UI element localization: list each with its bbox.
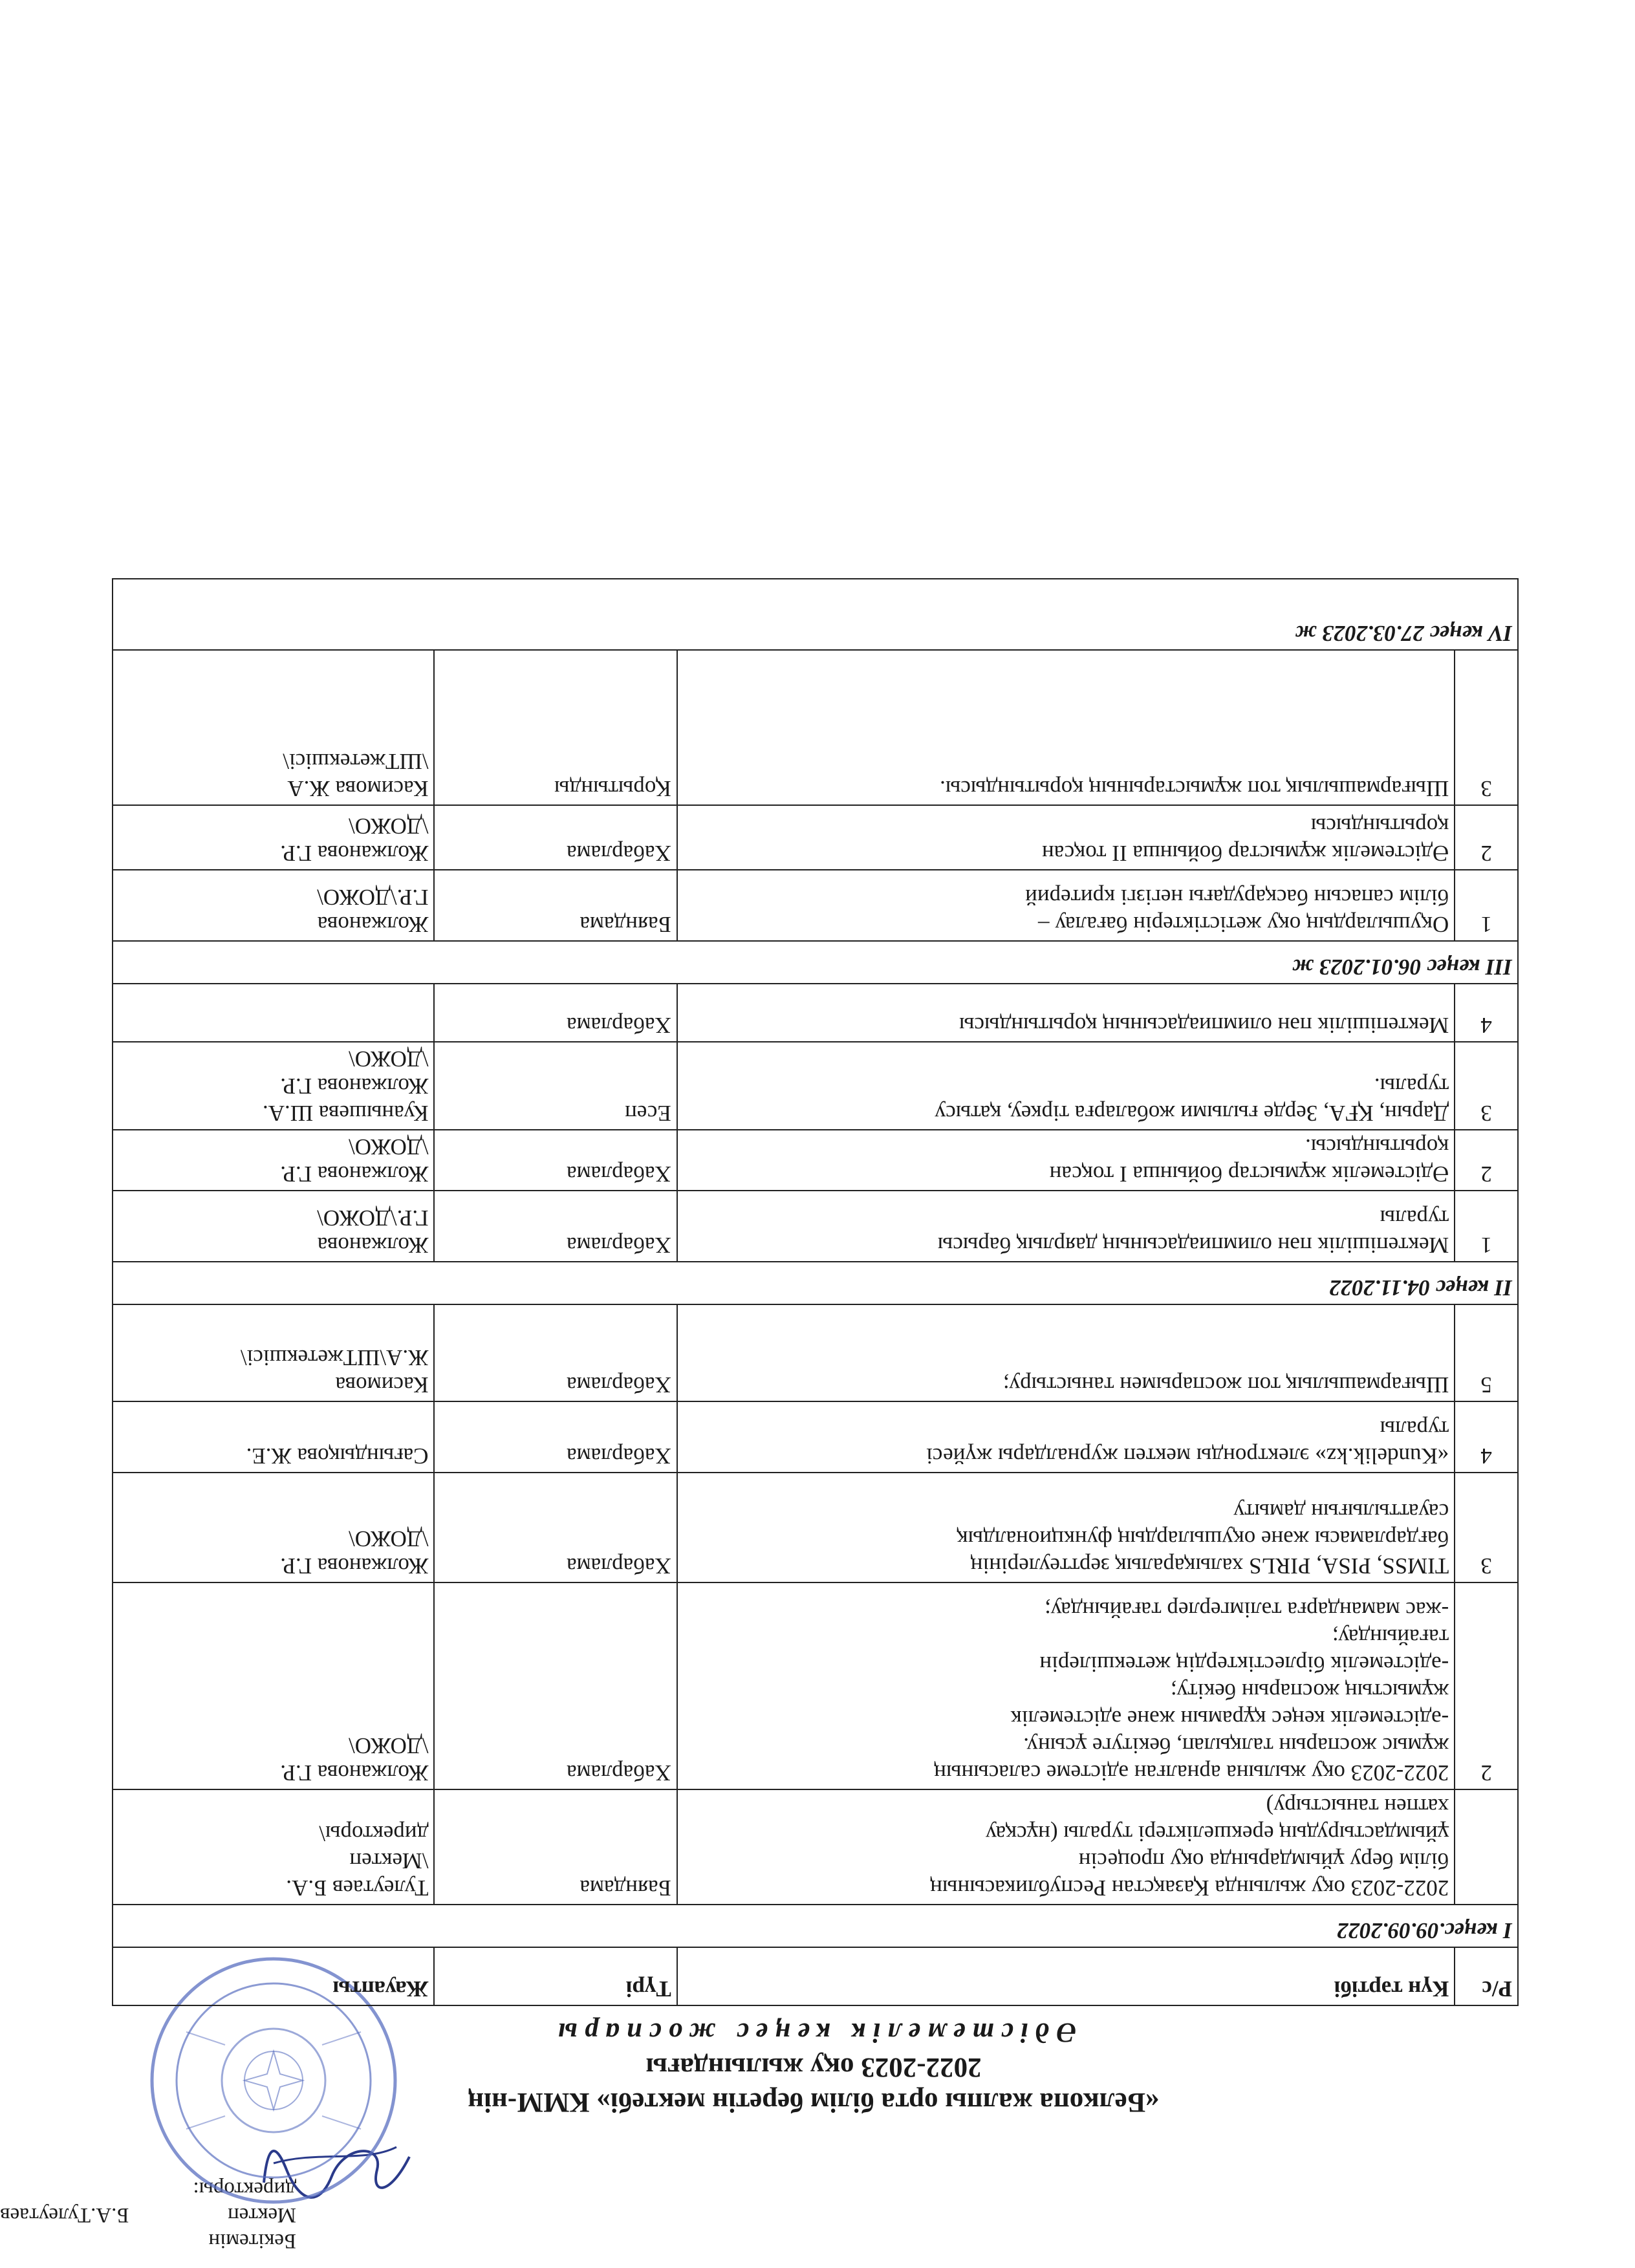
responsible-line: Тулеутаев Б.А. [286, 1875, 429, 1901]
topic-line: Мектепішілік пән олимпиадасының қорытындысы [958, 1013, 1449, 1038]
table-row [113, 1582, 1518, 1789]
row-responsible [113, 1582, 434, 1789]
responsible-line: \ДОЖО\ [348, 1134, 429, 1160]
table-row [113, 1304, 1518, 1401]
responsible-line: Жолжанова Г.Р. [280, 1760, 429, 1786]
col-header-no: Р/с [1455, 1947, 1518, 2005]
row-number: 3 [1455, 1042, 1518, 1130]
responsible-line: Ж.А\ШТжетекшісі\ [240, 1345, 429, 1370]
topic-line: 2022-2023 оқу жылына арналған әдістеме саласының [934, 1760, 1449, 1786]
topic-line: Оқушылардың оқу жетістіктерін бағалау – [1038, 912, 1449, 937]
row-topic [677, 1789, 1455, 1905]
topic-line: жұмыс жоспарын талқылап, бекітуге ұсыну. [1023, 1733, 1449, 1758]
topic-line: -әдістемелік бірлестіктердің жетекшілерін [1039, 1652, 1449, 1677]
topic-line: сауаттылығын дамыту [1233, 1499, 1449, 1524]
topic-line: -жас мамандарға тәлімгерлер тағайындау; [1045, 1597, 1449, 1623]
row-number: 1 [1455, 870, 1518, 941]
section-header-row [113, 1905, 1518, 1947]
topic-line: білім сапасын басқарудағы негізгі критерий [1025, 885, 1449, 910]
responsible-line: \ДОЖО\ [348, 814, 429, 839]
responsible-line: \ШТжетекшісі\ [283, 749, 429, 774]
row-type: Баяндама [434, 1789, 677, 1905]
row-responsible [113, 1130, 434, 1191]
topic-line: туралы [1380, 1416, 1449, 1442]
row-responsible [113, 1304, 434, 1401]
row-number: 4 [1455, 984, 1518, 1042]
row-responsible [113, 1191, 434, 1262]
row-topic [677, 650, 1455, 805]
section-title: ІІ кеңес 04.11.2022 [113, 1262, 1518, 1304]
responsible-line: Куанышева Ш.А. [263, 1101, 429, 1126]
topic-line: жұмыстың жоспарын бекіту; [1170, 1679, 1449, 1704]
row-type: Хабарлама [434, 1130, 677, 1191]
row-type: Хабарлама [434, 805, 677, 870]
row-number: 5 [1455, 1304, 1518, 1401]
table-row [113, 1130, 1518, 1191]
row-topic [677, 1401, 1455, 1473]
table-row [113, 650, 1518, 805]
row-responsible [113, 1042, 434, 1130]
responsible-line: Жолжанова Г.Р. [280, 1553, 429, 1579]
responsible-line: \Мектеп [349, 1848, 429, 1874]
table-row [113, 1401, 1518, 1473]
section-header-row [113, 1262, 1518, 1304]
row-type: Хабарлама [434, 1304, 677, 1401]
topic-line: хатпен таныстыру) [1266, 1794, 1449, 1819]
topic-line: қорытындысы. [1305, 1134, 1449, 1160]
responsible-line: Жолжанова Г.Р. [280, 1074, 429, 1099]
topic-line: Мектепішілік пән олимпиадасының даярлық барысы [937, 1233, 1449, 1258]
row-type: Хабарлама [434, 1401, 677, 1473]
row-topic [677, 1191, 1455, 1262]
row-responsible [113, 1473, 434, 1582]
row-number: 4 [1455, 1401, 1518, 1473]
row-type: Қорытынды [434, 650, 677, 805]
row-type: Хабарлама [434, 1582, 677, 1789]
approval-label: Бекітемін [208, 2229, 296, 2252]
row-responsible [113, 650, 434, 805]
row-topic [677, 870, 1455, 941]
row-topic [677, 1473, 1455, 1582]
topic-line: туралы [1380, 1205, 1449, 1231]
table-row [113, 805, 1518, 870]
row-responsible [113, 984, 434, 1042]
responsible-line: Г.Р.\ДОЖО\ [317, 885, 429, 910]
section-header-row [113, 579, 1518, 650]
topic-line: TIMSS, PISA, PIRLS халықаралық зерттеулерінің [970, 1553, 1449, 1579]
table-body [113, 579, 1518, 1947]
row-topic [677, 805, 1455, 870]
header-line-3: Әдістемелік кеңес жоспары [550, 2017, 1077, 2047]
row-number: 2 [1455, 1582, 1518, 1789]
row-number: 3 [1455, 1473, 1518, 1582]
col-header-topic: Күн тәртібі [677, 1947, 1455, 2005]
row-number: 3 [1455, 650, 1518, 805]
header-line-1: «Белкопа жалпы орта білім беретін мектебі» КММ-нің [468, 2087, 1160, 2117]
row-number: 2 [1455, 805, 1518, 870]
responsible-line: Касимова Ж.А [287, 776, 429, 801]
row-type: Хабарлама [434, 1473, 677, 1582]
topic-line: ұйымдастырудың ерекшеліктері туралы (нұсқау [985, 1821, 1449, 1846]
section-header-row [113, 941, 1518, 984]
row-responsible [113, 1789, 434, 1905]
topic-line: бағдарламасы және оқушылардың функционалдық [957, 1526, 1449, 1551]
responsible-line: Жолжанова [317, 1233, 429, 1258]
table-header-row [113, 1947, 1518, 2005]
topic-line: білім беру ұйымдарында оқу процесін [1078, 1848, 1449, 1874]
row-type: Хабарлама [434, 984, 677, 1042]
responsible-line: Жолжанова [317, 912, 429, 937]
responsible-line: Жолжанова Г.Р. [280, 1161, 429, 1187]
responsible-line: Г.Р.\ДОЖО\ [317, 1205, 429, 1231]
topic-line: Әдістемелік жұмыстар бойынша І тоқсан [1049, 1161, 1449, 1187]
row-type: Баяндама [434, 870, 677, 941]
row-topic [677, 1042, 1455, 1130]
document-header [109, 2014, 1519, 2119]
responsible-line: \ДОЖО\ [348, 1733, 429, 1758]
table-row [113, 1042, 1518, 1130]
topic-line: туралы. [1374, 1074, 1449, 1099]
table-row [113, 984, 1518, 1042]
table-row [113, 870, 1518, 941]
section-title: ІІІ кеңес 06.01.2023 ж [113, 941, 1518, 984]
row-number: 2 [1455, 1130, 1518, 1191]
topic-line: «Kundelik.kz» электронды мектеп журналдары жүйесі [926, 1443, 1449, 1469]
header-line-2: 2022-2023 оқу жылындағы [645, 2052, 982, 2082]
section-title: IV кеңес 27.03.2023 ж [113, 579, 1518, 650]
section-title: І кеңес.09.09.2022 [113, 1905, 1518, 1947]
topic-line: Әдістемелік жұмыстар бойынша ІІ тоқсан [1041, 841, 1449, 866]
table-row [113, 1789, 1518, 1905]
topic-line: -әдістемелік кеңес құрамын және әдістемелік [1010, 1706, 1449, 1731]
row-number: 1 [1455, 1191, 1518, 1262]
approval-position: Мектеп директоры: [193, 2177, 296, 2227]
responsible-line: Сағындықова Ж.Е. [246, 1443, 429, 1469]
responsible-line: директоры\ [319, 1821, 429, 1846]
topic-line: тағайындау; [1332, 1625, 1449, 1650]
topic-line: Дарын, ҚҒА, Зерде ғылыми жобаларға тіркеу, қатысу [935, 1101, 1449, 1126]
table-row [113, 1191, 1518, 1262]
row-responsible [113, 1401, 434, 1473]
topic-line: Шығармашылық топ жоспарымен таныстыру; [1002, 1372, 1449, 1398]
col-header-resp: Жауапты [113, 1947, 434, 2005]
row-type: Есеп [434, 1042, 677, 1130]
responsible-line: Жолжанова Г.Р. [280, 841, 429, 866]
row-topic [677, 1130, 1455, 1191]
row-number [1455, 1789, 1518, 1905]
col-header-type: Түрі [434, 1947, 677, 2005]
topic-line: Шығармашылық топ жұмыстарының қорытындысы. [940, 776, 1449, 801]
topic-line: 2022-2023 оқу жылында Қазақстан Республикасының [930, 1875, 1449, 1901]
topic-line: қорытындысы [1310, 814, 1449, 839]
row-type: Хабарлама [434, 1191, 677, 1262]
approval-name: Б.А.Тулеутаев [0, 2203, 129, 2227]
row-responsible [113, 805, 434, 870]
row-responsible [113, 870, 434, 941]
row-topic [677, 984, 1455, 1042]
responsible-line: \ДОЖО\ [348, 1046, 429, 1072]
responsible-line: Касимова [335, 1372, 429, 1398]
plan-table [112, 578, 1519, 2006]
row-topic [677, 1582, 1455, 1789]
table-row [113, 1473, 1518, 1582]
row-topic [677, 1304, 1455, 1401]
responsible-line: \ДОЖО\ [348, 1526, 429, 1551]
